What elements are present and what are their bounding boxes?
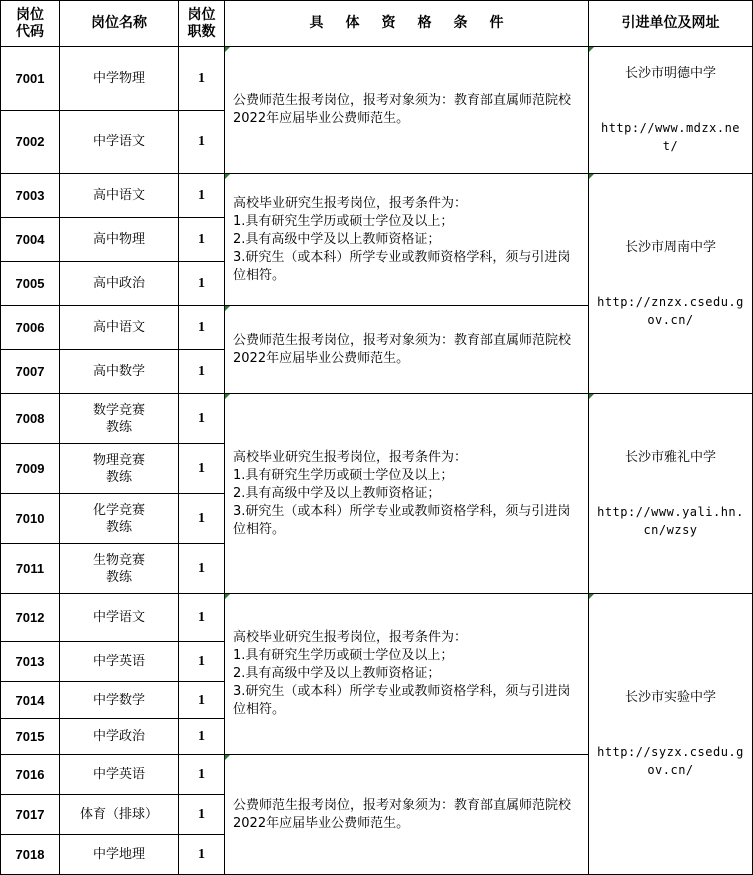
school-url: http://syzx.csedu.gov.cn/: [597, 745, 744, 777]
job-code: 7010: [1, 494, 60, 544]
header-code: 岗位 代码: [1, 1, 60, 47]
job-name: 中学数学: [60, 682, 179, 719]
conditions-cell: 公费师范生报考岗位，报考对象须为：教育部直属师范院校2022年应届毕业公费师范生。: [225, 306, 589, 394]
job-code: 7001: [1, 47, 60, 111]
job-count: 1: [179, 306, 225, 350]
job-count: 1: [179, 444, 225, 494]
job-name: 高中语文: [60, 306, 179, 350]
table-row: [1, 594, 753, 642]
table-row: [1, 394, 753, 444]
job-code: 7006: [1, 306, 60, 350]
job-count: 1: [179, 642, 225, 682]
job-name: 中学物理: [60, 47, 179, 111]
job-name: 中学语文: [60, 594, 179, 642]
job-name: 生物竞赛 教练: [60, 544, 179, 594]
school-url: http://znzx.csedu.gov.cn/: [597, 294, 744, 327]
job-code: 7014: [1, 682, 60, 719]
job-code: 7017: [1, 795, 60, 835]
job-count: 1: [179, 110, 225, 174]
job-name: 体育（排球）: [60, 795, 179, 835]
job-count: 1: [179, 594, 225, 642]
job-count: 1: [179, 47, 225, 111]
job-name: 中学地理: [60, 835, 179, 875]
job-code: 7002: [1, 110, 60, 174]
header-count: 岗位 职数: [179, 1, 225, 47]
school-name: 长沙市周南中学: [624, 239, 716, 255]
conditions-cell: 高校毕业研究生报考岗位，报考条件为： 1.具有研究生学历或硕士学位及以上； 2.具有高级中学及以上教师资格证； 3.研究生（或本科）所学专业或教师资格学科，须与引进岗位相符。: [225, 394, 589, 594]
job-name: 高中数学: [60, 350, 179, 394]
job-name: 中学英语: [60, 755, 179, 795]
school-url: http://www.mdzx.net/: [600, 121, 741, 153]
job-code: 7015: [1, 719, 60, 755]
job-code: 7013: [1, 642, 60, 682]
job-count: 1: [179, 494, 225, 544]
job-count: 1: [179, 719, 225, 755]
job-count: 1: [179, 682, 225, 719]
job-name: 数学竞赛 教练: [60, 394, 179, 444]
conditions-cell: 高校毕业研究生报考岗位，报考条件为： 1.具有研究生学历或硕士学位及以上； 2.具有高级中学及以上教师资格证； 3.研究生（或本科）所学专业或教师资格学科，须与引进岗位相符。: [225, 594, 589, 755]
job-count: 1: [179, 544, 225, 594]
header-row: [1, 1, 753, 47]
job-count: 1: [179, 262, 225, 306]
job-count: 1: [179, 835, 225, 875]
job-count: 1: [179, 350, 225, 394]
job-name: 物理竞赛 教练: [60, 444, 179, 494]
school-name: 长沙市实验中学: [624, 690, 716, 705]
conditions-cell: 公费师范生报考岗位，报考对象须为：教育部直属师范院校2022年应届毕业公费师范生。: [225, 47, 589, 174]
table-row: [1, 47, 753, 111]
job-code: 7018: [1, 835, 60, 875]
unit-cell: [589, 47, 753, 174]
school-name: 长沙市雅礼中学: [624, 449, 716, 465]
job-count: 1: [179, 218, 225, 262]
header-name: 岗位名称: [60, 1, 179, 47]
job-code: 7004: [1, 218, 60, 262]
school-url: http://www.yali.hn.cn/wzsy: [597, 504, 744, 537]
conditions-cell: 公费师范生报考岗位，报考对象须为：教育部直属师范院校2022年应届毕业公费师范生。: [225, 755, 589, 875]
unit-cell: [589, 594, 753, 875]
job-code: 7012: [1, 594, 60, 642]
job-name: 中学英语: [60, 642, 179, 682]
job-count: 1: [179, 755, 225, 795]
job-count: 1: [179, 174, 225, 218]
header-conditions: 具体资格条件: [225, 1, 589, 47]
job-name: 高中语文: [60, 174, 179, 218]
job-count: 1: [179, 795, 225, 835]
job-name: 高中政治: [60, 262, 179, 306]
job-name: 中学政治: [60, 719, 179, 755]
job-code: 7009: [1, 444, 60, 494]
header-unit: 引进单位及网址: [589, 1, 753, 47]
table-row: [1, 174, 753, 218]
job-name: 中学语文: [60, 110, 179, 174]
conditions-cell: 高校毕业研究生报考岗位，报考条件为： 1.具有研究生学历或硕士学位及以上； 2.具有高级中学及以上教师资格证； 3.研究生（或本科）所学专业或教师资格学科，须与引进岗位相符。: [225, 174, 589, 306]
job-code: 7011: [1, 544, 60, 594]
unit-cell: [589, 394, 753, 594]
job-name: 高中物理: [60, 218, 179, 262]
job-count: 1: [179, 394, 225, 444]
job-code: 7016: [1, 755, 60, 795]
job-code: 7003: [1, 174, 60, 218]
job-code: 7005: [1, 262, 60, 306]
unit-cell: [589, 174, 753, 394]
job-code: 7008: [1, 394, 60, 444]
school-name: 长沙市明德中学: [624, 66, 716, 81]
job-name: 化学竞赛 教练: [60, 494, 179, 544]
job-code: 7007: [1, 350, 60, 394]
